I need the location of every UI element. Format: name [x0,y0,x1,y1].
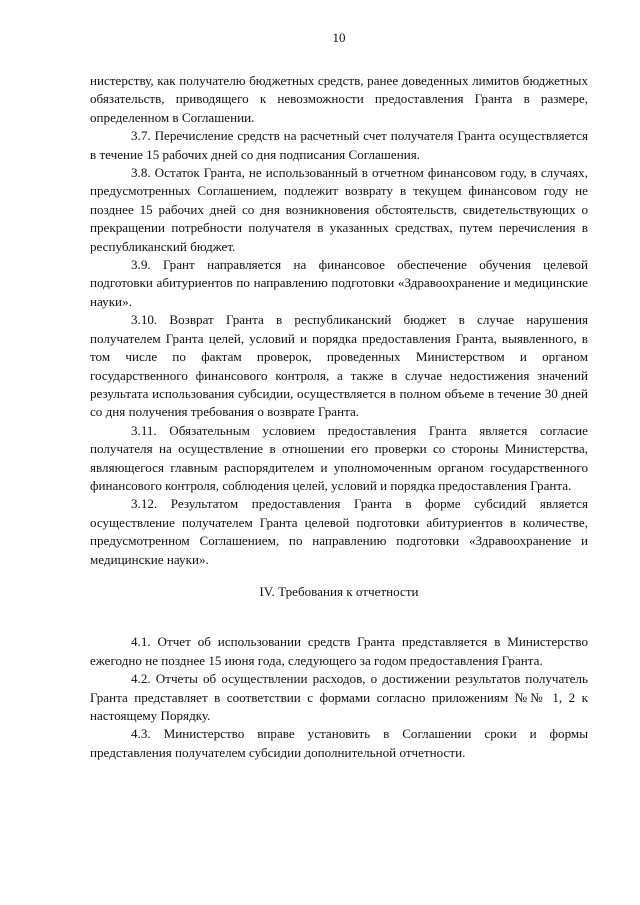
page-number: 10 [332,30,346,45]
paragraph-3-8: 3.8. Остаток Гранта, не использованный в отчетном финансовом году, в случаях, предусмотренных Соглашением, подлежит возврату в текущем финансовом году не позднее 15 рабочих дней со дня возникновения обстоятельств, свидетельствующих о прекращении потребности получателя в указанных средствах, путем перечисления в республиканский бюджет. [90,165,588,254]
paragraph-3-10: 3.10. Возврат Гранта в республиканский бюджет в случае нарушения получателем Гранта целей, условий и порядка предоставления Гранта, выявленного, в том числе по фактам проверок, проведенных Министерством и органом государственного финансового контроля, а также в случае недостижения значений результата использования субсидии, осуществляется в полном объеме в течение 30 дней со дня получения требования о возврате Гранта. [90,312,588,420]
paragraph-4-1: 4.1. Отчет об использовании средств Гранта представляется в Министерство ежегодно не позднее 15 июня года, следующего за годом предоставления Гранта. [90,634,588,668]
paragraph-3-11: 3.11. Обязательным условием предоставления Гранта является согласие получателя на осуществление в отношении его проверки со стороны Министерства, являющегося главным распорядителем и уполномоченным органом государственного финансового контроля, соблюдения целей, условий и порядка предоставления Гранта. [90,422,588,493]
paragraph-continuation: нистерству, как получателю бюджетных средств, ранее доведенных лимитов бюджетных обязательств, приводящего к невозможности предоставления Гранта в размере, определенном в Соглашении. [90,73,588,125]
paragraph-3-9: 3.9. Грант направляется на финансовое обеспечение обучения целевой подготовки абитуриентов по направлению подготовки «Здравоохранение и медицинские науки». [90,257,588,309]
document-page [90,30,588,762]
paragraph-3-7: 3.7. Перечисление средств на расчетный счет получателя Гранта осуществляется в течение 15 рабочих дней со дня подписания Соглашения. [90,128,588,162]
paragraph-3-12: 3.12. Результатом предоставления Гранта в форме субсидий является осуществление получателем Гранта целевой подготовки абитуриентов в количестве, предусмотренном Соглашением, по направлению подготовки «Здравоохранение и медицинские науки». [90,496,588,567]
section-heading-reporting: IV. Требования к отчетности [259,583,419,599]
paragraph-4-3: 4.3. Министерство вправе установить в Соглашении сроки и формы представления получателем субсидии дополнительной отчетности. [90,726,588,760]
paragraph-4-2: 4.2. Отчеты об осуществлении расходов, о достижении результатов получатель Гранта представляет в соответствии с формами согласно приложениям №№ 1, 2 к настоящему Порядку. [90,671,588,723]
